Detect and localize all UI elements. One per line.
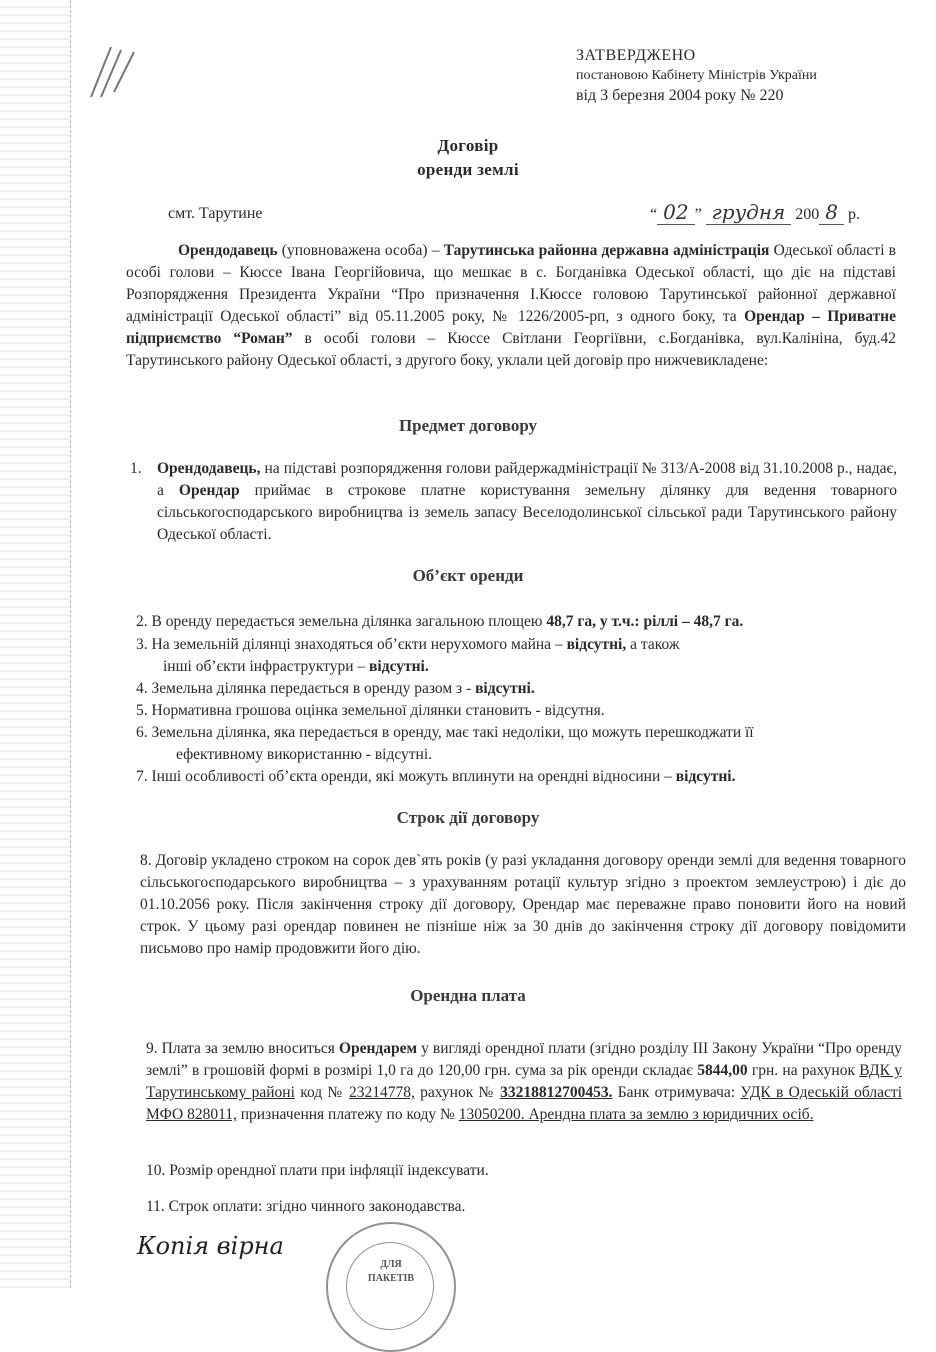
item-7-text: [152, 768, 736, 785]
section-term-heading: Строк дії договору: [396, 808, 540, 827]
text-run: 48,7 га, у т.ч.: ріллі – 48,7 га.: [546, 613, 744, 630]
item-3-text: [152, 636, 680, 653]
approval-subtitle: постановою Кабінету Міністрів України: [576, 68, 817, 83]
text-run: призначення платежу по коду №: [236, 1106, 459, 1123]
item-6-text: [152, 724, 754, 741]
date-month: грудня: [706, 200, 792, 225]
text-run: В оренду передається земельна ділянка загальною площею: [151, 613, 547, 630]
item-4-text: [152, 680, 535, 697]
item-7: [136, 766, 735, 788]
item-6-number: 6.: [136, 724, 148, 741]
item-1-text: [157, 458, 897, 546]
text-run: відсутні,: [566, 636, 627, 653]
text-run: На земельній ділянці знаходяться об’єкти нерухомого майна –: [151, 636, 567, 653]
text-run: 8. Договір укладено строком на сорок дев`ять років (у разі укладання договору оренди землі для ведення товарного сільськогосподарського виробництва – з урахуванням ротації культур згідно з проектом землеустрою) і діє до 01.10.2056 року. Після закінчення строку дії договору, Орендар має переважне право поновити його на новий строк. У цьому разі орендар повинен не пізніше ніж за 30 днів до закінчення строку дії договору повідомити письмово про намір продовжити його дію.: [140, 852, 906, 957]
document-title: Договір: [437, 136, 499, 155]
item-5: [136, 700, 605, 722]
text-run: Тарутинська районна державна адміністрація: [443, 242, 770, 259]
item-10-text: 10. Розмір орендної плати при інфляції індексувати.: [146, 1162, 489, 1179]
contract-date: “ 02 ” грудня 200 8 р.: [650, 200, 861, 224]
item-4-number: 4.: [136, 680, 148, 697]
item-6-continuation: [176, 744, 432, 766]
text-run: 9. Плата за землю вноситься: [146, 1040, 339, 1057]
approval-block: [576, 46, 817, 106]
section-subject-heading: Предмет договору: [398, 416, 538, 435]
text-run: рахунок №: [414, 1084, 501, 1101]
text-run: Орендарем: [338, 1040, 418, 1057]
text-run: на підставі розпорядження голови райдержадміністрації № 313/А-2008 від 31.10.2008 р., надає, а: [157, 460, 897, 499]
text-run: інші об’єкти інфраструктури –: [163, 658, 370, 675]
item-5-number: 5.: [136, 702, 148, 719]
text-run: (уповноважена особа) –: [277, 242, 444, 259]
text-run: а також: [626, 636, 680, 653]
approval-title: ЗАТВЕРДЖЕНО: [576, 47, 696, 64]
text-run: Земельна ділянка, яка передається в оренду, має такі недоліки, що можуть перешкоджати її: [151, 724, 754, 741]
official-stamp: [326, 1222, 456, 1352]
item-7-number: 7.: [136, 768, 148, 785]
text-run: приймає в строкове платне користування земельну ділянку для ведення товарного сільськогосподарського виробництва із земель запасу Веселодолинської сільської ради Тарутинського району Одеської області.: [157, 482, 897, 543]
text-run: Орендар: [178, 482, 240, 499]
item-8-text: [140, 850, 906, 960]
handwritten-corner-mark: [86, 42, 146, 102]
date-year-prefix: 200: [795, 206, 820, 223]
text-run: відсутні.: [475, 680, 535, 697]
certified-copy-signature: Копія вірна: [137, 1232, 284, 1260]
text-run: 33218812700453.: [500, 1084, 613, 1101]
text-run: 5844,00: [697, 1062, 748, 1079]
text-run: Інші особливості об’єкта оренди, які можуть вплинути на орендні відносини –: [151, 768, 676, 785]
text-run: Орендодавець: [178, 242, 278, 259]
item-2-number: 2.: [136, 613, 148, 630]
text-run: ВДК у Тарутинському районі: [146, 1062, 902, 1101]
item-3: [136, 634, 680, 656]
contract-place: смт. Тарутине: [168, 205, 263, 222]
item-2-text: [152, 613, 744, 630]
section-object-heading: Об’єкт оренди: [412, 566, 524, 585]
date-year-suffix: 8: [819, 200, 844, 225]
text-run: Одеської області в особі голови – Кюссе Івана Георгійовича, що мешкає в с. Богданівка Одеської області, що діє на підставі Розпорядження Президента України “Про призначення І.Кюссе головою Тарутинської районної державної адміністрації Одеської області” від 05.11.2005 року, № 1226/2005-рп, з одного боку, та: [126, 242, 896, 325]
preamble-paragraph: [126, 240, 896, 372]
item-5-text: [152, 702, 605, 719]
section-rent-heading: Орендна плата: [410, 986, 526, 1005]
item-3-number: 3.: [136, 636, 148, 653]
date-suffix: р.: [848, 206, 861, 223]
item-1-number: 1.: [130, 460, 142, 477]
item-2: [136, 611, 743, 633]
item-11-text: 11. Строк оплати: згідно чинного законодавства.: [146, 1198, 466, 1215]
text-run: Банк отримувача:: [612, 1084, 741, 1101]
text-run: УДК в Одеській області МФО 828011,: [146, 1084, 903, 1123]
text-run: грн. на рахунок: [747, 1062, 860, 1079]
text-run: відсутні.: [369, 658, 429, 675]
text-run: Орендар – Приватне підприємство “Роман”: [126, 308, 896, 347]
text-run: 23214778,: [348, 1084, 415, 1101]
item-6: [136, 722, 754, 744]
binding-strip: [0, 0, 71, 1288]
date-day: 02: [657, 200, 694, 225]
text-run: ефективному використанню - відсутні.: [176, 746, 433, 763]
stamp-inner-ring: [346, 1242, 434, 1330]
text-run: код №: [294, 1084, 349, 1101]
item-3-continuation: [163, 656, 429, 678]
text-run: Нормативна грошова оцінка земельної ділянки становить - відсутня.: [151, 702, 605, 719]
text-run: в грошовій формі в розмірі 1,0 га до 120,00 грн. сума за рік оренди складає: [187, 1062, 698, 1079]
text-run: Орендодавець,: [157, 460, 261, 477]
text-run: у вигляді орендної плати (згідно розділу ІІІ Закону України “Про оренду землі”: [146, 1040, 902, 1079]
text-run: відсутні.: [675, 768, 736, 785]
item-4: [136, 678, 535, 700]
stamp-text: ДЛЯ ПАКЕТІВ: [367, 1259, 415, 1284]
text-run: 13050200. Арендна плата за землю з юридичних осіб.: [458, 1106, 814, 1123]
item-9-text: [146, 1038, 902, 1126]
document-subtitle: оренди землі: [417, 160, 519, 179]
text-run: в особі голови – Кюссе Світлани Георгіївни, с.Богданівка, вул.Калініна, буд.42 Тарутинського району Одеської області, з другого боку, уклали цей договір про нижчевикладене:: [126, 330, 896, 369]
approval-date: від 3 березня 2004 року № 220: [576, 87, 784, 104]
text-run: Земельна ділянка передається в оренду разом з -: [151, 680, 476, 697]
